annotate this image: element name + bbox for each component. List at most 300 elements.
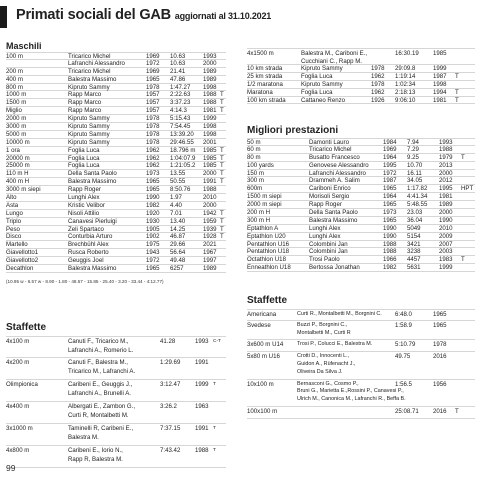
athlete-cell: Della Santa Paolo: [68, 170, 117, 178]
table-row: [6, 257, 226, 265]
result-cell: 4:14.3: [170, 107, 187, 115]
result-cell: 3:37.23: [170, 99, 191, 107]
event-cell: 1/2 maratona: [247, 80, 283, 88]
result-cell: 2:22.63: [170, 91, 191, 99]
event-cell: Giavellotto2: [6, 257, 39, 265]
athlete-cell: Cariboni Enrico: [309, 185, 351, 193]
table-row: [247, 201, 475, 209]
year-cell: 1987: [433, 72, 447, 80]
result-cell: 2:18:13: [395, 88, 416, 96]
table-row: [6, 155, 226, 163]
athlete-cell: Tricarico Michel: [68, 53, 111, 60]
result-cell: 49.75: [395, 353, 411, 361]
flag-cell: T: [220, 225, 224, 233]
athlete-cell: Rapp Marco: [68, 91, 102, 99]
athlete-cell-cont: Ulrich M., Canonica M., Lafranchi R., Beffa B.: [297, 396, 406, 403]
flag-cell: T: [220, 178, 224, 186]
table-row: [6, 91, 226, 99]
year-cell: 2013: [439, 161, 453, 169]
birth-year-cell: 1965: [146, 178, 160, 186]
athlete-cell: Canavesi Pierluigi: [68, 217, 117, 225]
table-row: [6, 76, 226, 84]
birth-year-cell: 1965: [146, 75, 160, 83]
flag-cell: T: [220, 146, 224, 154]
year-cell: 1985: [203, 162, 217, 170]
birth-year-cell: 1969: [146, 53, 160, 60]
table-row: [6, 52, 226, 60]
table-row: [247, 407, 475, 419]
table-row: [6, 162, 226, 170]
table-row: [247, 162, 475, 170]
athlete-cell: Trosi Paolo: [309, 256, 340, 264]
result-cell: 5:10.79: [395, 341, 416, 349]
table-row: [6, 218, 226, 226]
year-cell: 1991: [203, 178, 217, 186]
result-cell: 1:02:34: [395, 80, 416, 88]
athlete-cell: Kipruto Sammy: [301, 65, 343, 72]
athlete-cell: Rapp Marco: [68, 107, 102, 115]
year-cell: 1985: [433, 50, 447, 57]
athlete-cell: Balestra M., Cariboni E.,: [301, 50, 368, 57]
event-cell: Pentathlon U18: [247, 248, 290, 256]
athlete-cell: Foglia Luca: [301, 72, 333, 80]
event-cell: Americana: [247, 311, 277, 318]
table-row: [247, 185, 475, 193]
event-cell: Martello: [6, 241, 28, 249]
year-cell: 1981: [439, 193, 453, 201]
athlete-cell: Kipruto Sammy: [68, 130, 110, 138]
year-cell: 2000: [203, 170, 217, 178]
birth-year-cell: 1957: [146, 99, 160, 107]
athlete-cell: Lunghi Alex: [68, 194, 100, 202]
table-row: [247, 73, 475, 81]
birth-year-cell: 1972: [146, 59, 160, 67]
year-cell: 1981: [203, 107, 217, 115]
flag-cell: T: [455, 72, 459, 80]
year-cell: 1999: [203, 115, 217, 123]
event-cell: 4x800 m: [6, 447, 30, 454]
athlete-cell: Brechbühl Alex: [68, 241, 109, 249]
event-cell: 4x400 m: [6, 403, 30, 410]
table-row: [6, 424, 226, 446]
table-row: [247, 154, 475, 162]
athlete-cell: Rapp Marco: [68, 99, 102, 107]
flag-cell: T: [220, 233, 224, 241]
result-cell: 1:47.27: [170, 83, 191, 91]
year-cell: 1956: [433, 380, 447, 388]
result-cell: 36.04: [407, 216, 423, 224]
athlete-cell: Caribeni E., Iorio N.,: [68, 447, 123, 454]
flag-cell: T: [213, 382, 216, 387]
table-row: [6, 402, 226, 424]
year-cell: 1989: [203, 75, 217, 83]
birth-year-cell: 1962: [146, 146, 160, 154]
birth-year-cell: 1965: [383, 201, 397, 209]
year-cell: 1988: [195, 447, 209, 454]
athlete-cell: Cattaneo Renzo: [301, 96, 346, 104]
event-cell: 5000 m: [6, 130, 27, 138]
athlete-cell: Tricarico Michel: [309, 145, 352, 153]
year-cell: 1999: [439, 264, 453, 272]
table-row: [247, 170, 475, 178]
event-cell: 600m: [247, 185, 263, 193]
flag-cell: HPT: [461, 185, 474, 193]
table-row: [6, 186, 226, 194]
event-cell: Lungo: [6, 209, 23, 217]
result-cell: 4:41.34: [407, 193, 428, 201]
event-cell: 110 m H: [6, 170, 29, 178]
maschili-table: [6, 52, 226, 273]
flag-cell: T: [220, 107, 224, 115]
flag-cell: T: [220, 91, 224, 99]
event-cell: 10x100 m: [247, 380, 274, 388]
year-cell: 1965: [433, 321, 447, 329]
maschili-heading: Maschili: [6, 41, 42, 51]
year-cell: 1991: [195, 359, 209, 366]
birth-year-cell: 1965: [383, 216, 397, 224]
page-title: [16, 7, 271, 23]
birth-year-cell: 1988: [383, 240, 397, 248]
year-cell: 2016: [433, 353, 447, 361]
athlete-cell: Bertossa Jonathan: [309, 264, 360, 272]
result-cell: 9.25: [407, 153, 419, 161]
event-cell: Eptathlon U20: [247, 232, 286, 240]
event-cell: Maratona: [247, 88, 273, 96]
result-cell: 18.796 m: [170, 146, 196, 154]
athlete-cell: Kipruto Sammy: [301, 80, 343, 88]
athlete-cell-cont: Rapp R, Balestra M.: [68, 455, 123, 463]
event-cell: Giavellotto1: [6, 249, 39, 257]
result-cell: 1:58.9: [395, 321, 412, 329]
table-row: [6, 68, 226, 76]
table-row: [6, 115, 226, 123]
event-cell: 1 ora: [6, 146, 20, 154]
year-cell: 2016: [433, 407, 447, 415]
result-cell: 1:56.5: [395, 380, 412, 388]
athlete-cell: Rapp Roger: [309, 201, 342, 209]
year-cell: 1963: [195, 403, 209, 410]
result-cell: 10.63: [170, 59, 186, 67]
table-row: [6, 131, 226, 139]
result-cell: 14.25: [170, 225, 186, 233]
event-cell: Octathlon U18: [247, 256, 286, 264]
birth-year-cell: 1973: [146, 170, 160, 178]
birth-year-cell: 1969: [383, 145, 397, 153]
athlete-cell: Balestra Massimo: [309, 216, 358, 224]
year-cell: 1981: [433, 96, 447, 104]
athlete-cell-cont: Lafranchi A., Romerio L.: [68, 346, 134, 354]
birth-year-cell: 1962: [146, 162, 160, 170]
year-cell: 2010: [203, 194, 217, 202]
year-cell: 1988: [203, 186, 217, 194]
result-cell: 5049: [407, 224, 421, 232]
event-cell: 4x200 m: [6, 359, 30, 366]
result-cell: 46.87: [170, 233, 186, 241]
table-row: [6, 210, 226, 218]
result-cell: 7:37.15: [160, 425, 181, 432]
year-cell: 1988: [439, 145, 453, 153]
athlete-cell: Rapp Roger: [68, 186, 101, 194]
athlete-cell: Kipruto Sammy: [68, 83, 110, 91]
event-cell: 2000 m siepi: [247, 201, 282, 209]
event-cell: 10000 m: [6, 138, 30, 146]
year-cell: 1998: [203, 83, 217, 91]
table-row: [6, 60, 226, 68]
result-cell: 1:17.82: [407, 185, 428, 193]
flag-cell: T: [455, 88, 459, 96]
flag-cell: T: [461, 153, 465, 161]
birth-year-cell: 1962: [371, 88, 385, 96]
year-cell: 2000: [203, 201, 217, 209]
birth-year-cell: 1943: [146, 249, 160, 257]
year-cell: 1965: [433, 311, 447, 318]
result-cell: 29:46.55: [170, 138, 194, 146]
birth-year-cell: 1988: [383, 248, 397, 256]
year-cell: 1928: [203, 233, 217, 241]
result-cell: 29:09.8: [395, 65, 416, 72]
table-row: [247, 264, 475, 272]
year-cell: 1989: [203, 265, 217, 273]
table-row: [6, 336, 226, 358]
result-cell: 23.03: [407, 209, 423, 217]
flag-cell: C-T: [213, 339, 221, 344]
event-cell: 25000 m: [6, 162, 30, 170]
athlete-cell-cont: Oliveira Da Silva J.: [297, 368, 343, 375]
result-cell: 3421: [407, 240, 421, 248]
table-row: [6, 123, 226, 131]
year-cell: 2000: [203, 59, 217, 67]
year-cell: 2007: [439, 240, 453, 248]
table-row: [6, 226, 226, 234]
birth-year-cell: 1962: [371, 72, 385, 80]
birth-year-cell: 1990: [146, 194, 160, 202]
result-cell: 34.05: [407, 177, 423, 185]
athlete-cell: Kipruto Sammy: [68, 138, 110, 146]
table-row: [6, 358, 226, 380]
event-cell: 5x80 m U16: [247, 353, 280, 361]
table-row: [247, 233, 475, 241]
birth-year-cell: 1920: [146, 209, 160, 217]
athlete-cell: Della Santa Paolo: [309, 209, 358, 217]
event-cell: Svedese: [247, 321, 271, 329]
year-cell: 2010: [439, 224, 453, 232]
athlete-cell: Colombini Jan: [309, 248, 348, 256]
event-cell: Miglio: [6, 107, 22, 115]
result-cell: 9:06:10: [395, 96, 416, 104]
athlete-cell: Kipruto Sammy: [68, 123, 110, 131]
birth-year-cell: 1973: [383, 209, 397, 217]
table-row: [247, 89, 475, 97]
event-cell: 800 m: [6, 83, 23, 91]
athlete-cell: Colombini Jan: [309, 240, 348, 248]
decathlon-note: (10.95 w - 6.57 w - 8.90 - 1.80 - 48.57 - 15.85 - 25.40 - 3.20 - 33.44 - 4:12.77): [6, 279, 164, 284]
migliori-table: [247, 138, 475, 272]
athlete-cell: Lunghi Alex: [309, 224, 341, 232]
result-cell: 7.94: [407, 139, 419, 146]
result-cell: 4.40: [170, 201, 182, 209]
event-cell: 150 m: [247, 169, 264, 177]
event-cell: 3000 m: [6, 123, 27, 131]
year-cell: 1998: [203, 130, 217, 138]
table-row: [247, 352, 475, 379]
year-cell: 1978: [433, 341, 447, 349]
result-cell: 49.48: [170, 257, 186, 265]
table-row: [6, 147, 226, 155]
birth-year-cell: 1982: [383, 264, 397, 272]
table-row: [247, 321, 475, 341]
birth-year-cell: 1965: [146, 265, 160, 273]
event-cell: 10 km strada: [247, 65, 283, 72]
year-cell: 1979: [439, 153, 453, 161]
athlete-cell: Lafranchi Alessandro: [68, 59, 125, 67]
event-cell: 3x1000 m: [6, 425, 33, 432]
result-cell: 5:48.55: [407, 201, 428, 209]
event-cell: 3x600 m U14: [247, 341, 284, 349]
year-cell: 1989: [439, 201, 453, 209]
year-cell: 2000: [439, 209, 453, 217]
athlete-cell: Foglia Luca: [68, 162, 100, 170]
athlete-cell: Buzzi P., Borgnini C.,: [297, 321, 348, 328]
flag-cell: T: [220, 162, 224, 170]
year-cell: 2021: [203, 241, 217, 249]
event-cell: 1000 m: [6, 91, 27, 99]
table-row: [247, 225, 475, 233]
year-cell: 1990: [439, 216, 453, 224]
event-cell: 100x100 m: [247, 407, 278, 415]
table-row: [247, 309, 475, 321]
birth-year-cell: 1978: [146, 138, 160, 146]
athlete-cell-cont: Bruni G., Marietta E.,Rossini P., Canavesi P.,: [297, 388, 404, 395]
event-cell: 400 m H: [6, 178, 30, 186]
birth-year-cell: 1978: [146, 130, 160, 138]
table-row: [6, 178, 226, 186]
flag-cell: T: [220, 154, 224, 162]
table-row: [247, 48, 475, 65]
year-cell: 1991: [195, 425, 209, 432]
flag-cell: T: [213, 426, 216, 431]
year-cell: 1993: [439, 139, 453, 146]
result-cell: 21.41: [170, 67, 186, 75]
table-row: [247, 146, 475, 154]
event-cell: 4x100 m: [6, 338, 30, 345]
year-cell: 1939: [203, 225, 217, 233]
page-number: 99: [6, 463, 16, 473]
event-cell: 60 m: [247, 145, 261, 153]
event-cell: 200 m H: [247, 209, 271, 217]
result-cell: 16.11: [407, 169, 422, 177]
athlete-cell: Balestra Massimo: [68, 75, 117, 83]
event-cell: 1500 m: [6, 99, 27, 107]
result-cell: 5631: [407, 264, 421, 272]
event-cell: 2000 m: [6, 115, 27, 123]
table-row: [6, 241, 226, 249]
result-cell: 6:48.0: [395, 311, 412, 318]
table-row: [247, 209, 475, 217]
event-cell: Disco: [6, 233, 22, 241]
table-row: [247, 193, 475, 201]
birth-year-cell: 1965: [146, 186, 160, 194]
athlete-cell: Kristic Velibor: [68, 201, 105, 209]
athlete-cell: Rusca Roberto: [68, 249, 109, 257]
year-cell: 1989: [203, 67, 217, 75]
birth-year-cell: 1957: [146, 91, 160, 99]
year-cell: 1959: [203, 217, 217, 225]
flag-cell: T: [213, 448, 216, 453]
year-cell: 1993: [203, 53, 217, 60]
event-cell: Olimpionica: [6, 381, 38, 388]
athlete-cell: Geuggis Joel: [68, 257, 104, 265]
year-cell: 2000: [439, 169, 453, 177]
event-cell: 300 m H: [247, 216, 271, 224]
athlete-cell-cont: Tricarico M., Lafranchi A.: [68, 367, 136, 375]
birth-year-cell: 1984: [383, 139, 397, 146]
birth-year-cell: 1978: [146, 115, 160, 123]
event-cell: Peso: [6, 225, 20, 233]
athlete-cell: Genovese Alessandro: [309, 161, 369, 169]
result-cell: 8:50.76: [170, 186, 191, 194]
event-cell: 100 yards: [247, 161, 274, 169]
event-cell: 1500 m siepi: [247, 193, 282, 201]
flag-cell: T: [220, 99, 224, 107]
year-cell: 1997: [203, 257, 217, 265]
event-cell: 80 m: [247, 153, 261, 161]
page-title-date: aggiornati al 31.10.2021: [174, 11, 272, 21]
athlete-cell: Damonti Lauro: [309, 139, 349, 146]
athlete-cell: Crotti D., Innocenti L.,: [297, 353, 350, 360]
event-cell: 100 m: [6, 53, 23, 60]
result-cell: 3:12.47: [160, 381, 181, 388]
athlete-cell: Foglia Luca: [68, 146, 100, 154]
table-row: [247, 241, 475, 249]
page-title-main: Primati sociali del GAB: [16, 7, 171, 23]
birth-year-cell: 1902: [146, 233, 160, 241]
year-cell: 1999: [433, 65, 447, 72]
birth-year-cell: 1957: [146, 107, 160, 115]
table-row: [247, 256, 475, 264]
athlete-cell: Foglia Luca: [68, 154, 100, 162]
year-cell: 1998: [433, 80, 447, 88]
birth-year-cell: 1978: [146, 83, 160, 91]
table-row: [6, 380, 226, 402]
birth-year-cell: 1990: [383, 232, 397, 240]
table-row: [247, 138, 475, 146]
year-cell: 1993: [195, 338, 209, 345]
athlete-cell: Curti R., Montalbetti M., Borgnini C.: [297, 311, 382, 317]
staffette-right-table: [247, 309, 475, 419]
athlete-cell-cont: Montalbetti M., Curti R: [297, 329, 351, 336]
year-cell: 2003: [439, 248, 453, 256]
athlete-cell: Foglia Luca: [301, 88, 333, 96]
result-cell: 1:04:07.9: [170, 154, 196, 162]
table-row: [247, 340, 475, 352]
athlete-cell: Tricarico Michel: [68, 67, 111, 75]
year-cell: 2001: [203, 138, 217, 146]
athlete-cell-cont: Lafranchi A., Brunelli A.: [68, 389, 132, 397]
table-row: [6, 194, 226, 202]
table-row: [247, 177, 475, 185]
result-cell: 7.29: [407, 145, 419, 153]
result-cell: 7:43.42: [160, 447, 181, 454]
birth-year-cell: 1905: [146, 225, 160, 233]
athlete-cell: Balestra Massimo: [68, 178, 117, 186]
event-cell: Triplo: [6, 217, 22, 225]
result-cell: 56.64: [170, 249, 186, 257]
result-cell: 7.01: [170, 209, 182, 217]
result-cell: 13.55: [170, 170, 186, 178]
event-cell: 200 m: [6, 67, 23, 75]
year-cell: 1988: [203, 99, 217, 107]
result-cell: 29.66: [170, 241, 186, 249]
